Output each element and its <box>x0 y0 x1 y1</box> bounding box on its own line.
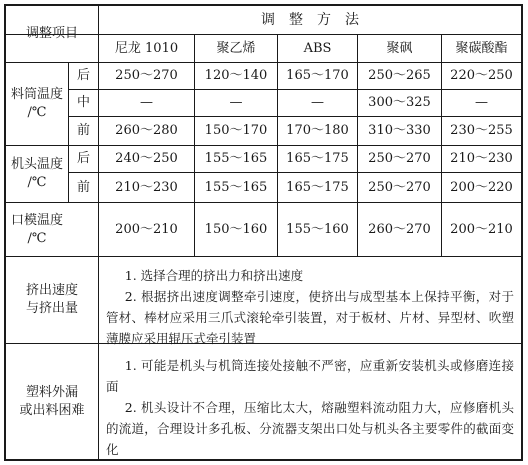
table-cell: 250～270 <box>368 151 431 166</box>
table-cell: — <box>140 95 153 110</box>
table-cell: 260～270 <box>368 221 431 237</box>
table-cell: 155～160 <box>286 221 349 237</box>
barrel-temp-label: 料筒温度 /℃ <box>10 87 63 120</box>
table-cell: 170～180 <box>286 123 349 138</box>
table-cell: — <box>229 95 243 110</box>
table-cell: 155～165 <box>204 179 268 195</box>
header-material-abs: ABS <box>303 40 332 56</box>
list-item: 1. 可能是机头与机筒连接处接触不严密，应重新安装机头或修磨连接面 <box>106 358 514 394</box>
table-cell: 120～140 <box>204 68 268 83</box>
header-item: 调整项目 <box>25 26 78 41</box>
table-cell: 300～325 <box>368 95 431 110</box>
header-material-nylon: 尼龙 1010 <box>114 40 179 56</box>
extrusion-speed-label: 挤出速度 与挤出量 <box>25 283 78 316</box>
list-item: 2. 根据挤出速度调整牵引速度，使挤出与成型基本上保持平衡，对于管材、棒材应采用三爪式滚轮牵引装置，对于板材、片材、异型材、吹塑薄膜应采用辊压式牵引装置 <box>106 289 514 346</box>
extrusion-speed-text <box>106 265 514 349</box>
list-item: 2. 机头设计不合理，压缩比太大，熔融塑料流动阻力大，应修磨机头的流道，合理设计多孔板、分流器支架出口处与机头各主要零件的截面变化 <box>106 400 514 457</box>
header-method: 调 整 方 法 <box>261 12 359 28</box>
table-cell: 155～165 <box>204 151 268 166</box>
table-cell: 200～210 <box>115 221 178 237</box>
table-cell: 310～330 <box>368 123 431 138</box>
die-temp-label: 口模温度 /℃ <box>10 212 63 246</box>
table-cell: 210～230 <box>450 151 513 166</box>
table-cell: 250～270 <box>115 68 178 83</box>
head-temp-label: 机头温度 /℃ <box>10 157 63 190</box>
leakage-label: 塑料外漏 或出料困难 <box>19 384 85 418</box>
header-material-psu: 聚砜 <box>386 40 413 56</box>
table-cell: 250～265 <box>368 68 431 83</box>
table-cell: 220～250 <box>450 68 513 83</box>
table-cell: 165～175 <box>286 179 349 195</box>
pos-head-rear: 后 <box>76 151 90 166</box>
table-cell: 150～170 <box>204 123 268 138</box>
table-cell: 230～255 <box>450 123 513 138</box>
list-item: 1. 选择合理的挤出力和挤出速度 <box>124 268 304 283</box>
table-cell: 200～220 <box>450 179 513 195</box>
pos-head-front: 前 <box>76 179 90 195</box>
pos-barrel-middle: 中 <box>76 95 90 110</box>
table-cell: 200～210 <box>450 221 513 237</box>
header-material-pc: 聚碳酸酯 <box>455 40 508 56</box>
pos-barrel-rear: 后 <box>76 68 90 83</box>
table-cell: 210～230 <box>115 179 178 195</box>
header-material-pe: 聚乙烯 <box>216 40 256 56</box>
table-cell: 260～280 <box>115 123 178 138</box>
leakage-text <box>106 355 514 460</box>
pos-barrel-front: 前 <box>76 123 90 138</box>
table-cell: — <box>475 95 488 110</box>
table-cell: 165～175 <box>286 151 349 166</box>
rule-col-desc <box>98 256 99 461</box>
table-cell: 150～160 <box>204 221 268 237</box>
table-cell: 250～270 <box>368 179 431 195</box>
table-cell: 240～250 <box>115 151 178 166</box>
table-cell: — <box>311 95 324 110</box>
table-cell: 165～170 <box>286 68 349 83</box>
